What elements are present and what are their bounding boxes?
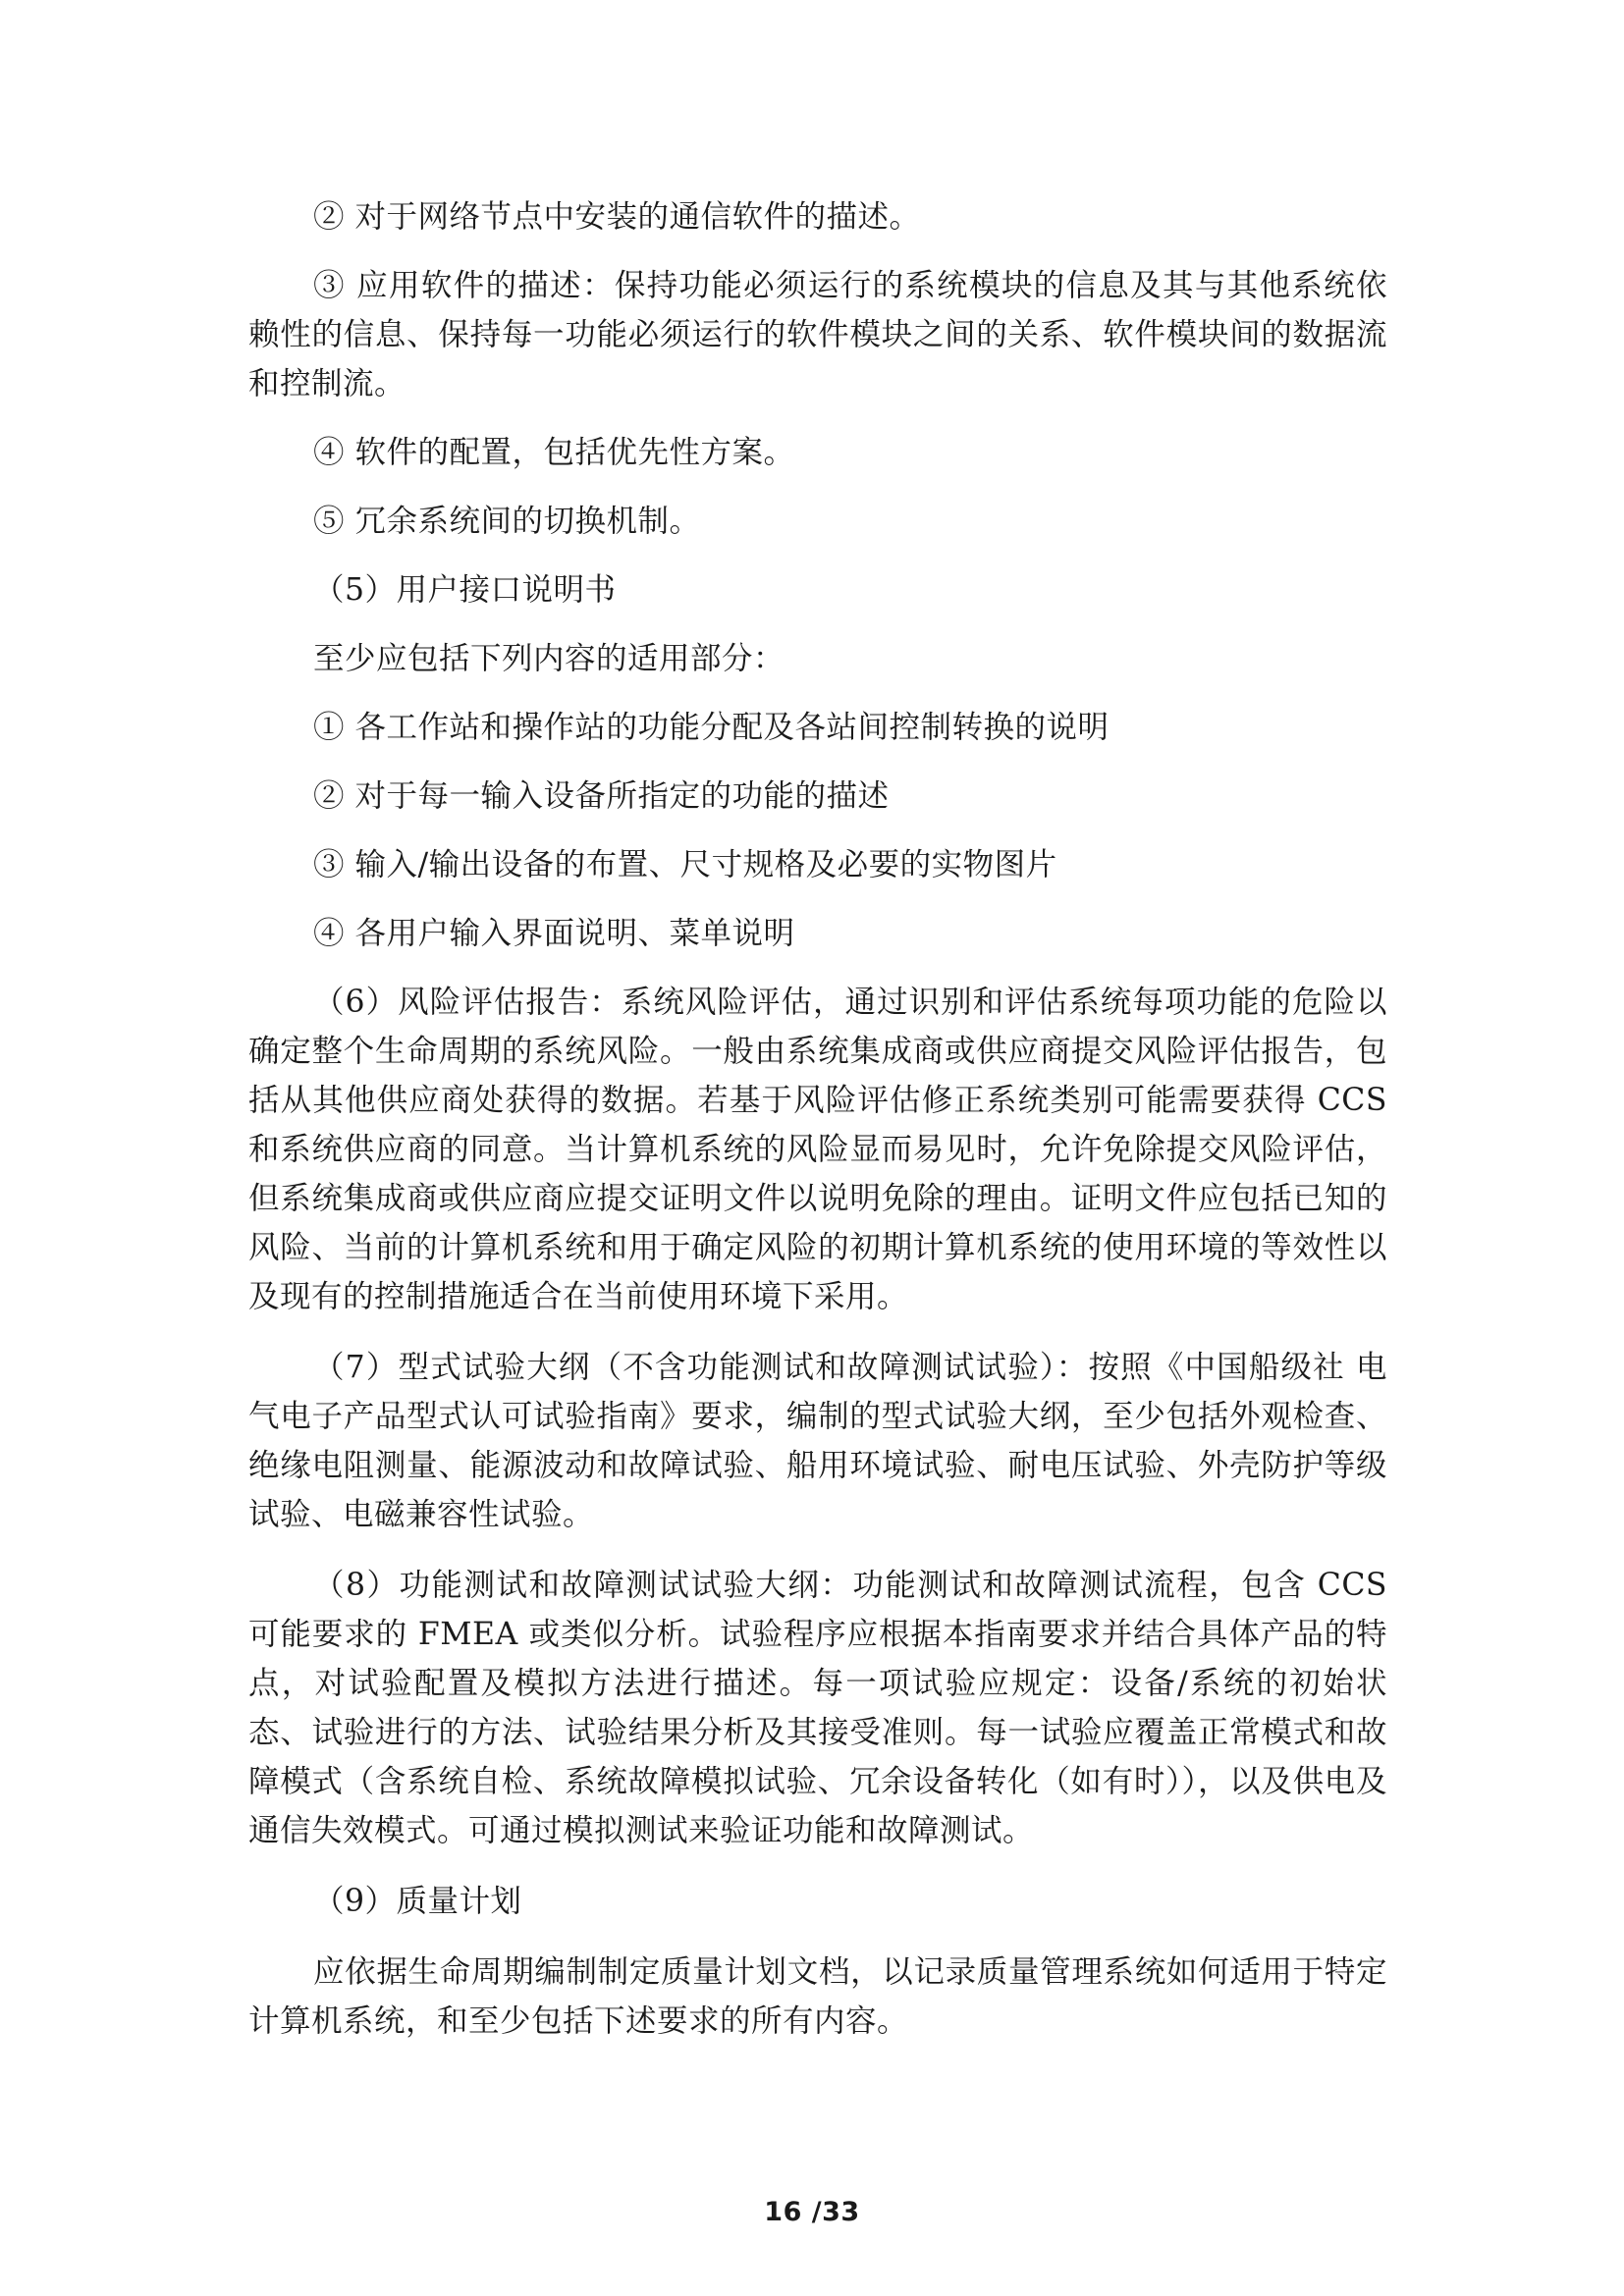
- page-number: 16 /33: [764, 2197, 860, 2227]
- paragraph: 至少应包括下列内容的适用部分：: [313, 641, 785, 676]
- paragraph: （7）型式试验大纲（不含功能测试和故障测试试验）：按照《中国船级社 电气电子产品型式认可试验指南》要求，编制的型式试验大纲，至少包括外观检查、绝缘电阻测量、能源波动和故障试验、船用环境试验、耐电压试验、外壳防护等级试验、电磁兼容性试验。: [248, 1350, 1387, 1532]
- list-item: ③ 应用软件的描述：保持功能必须运行的系统模块的信息及其与其他系统依赖性的信息、保持每一功能必须运行的软件模块之间的关系、软件模块间的数据流和控制流。: [248, 268, 1387, 401]
- paragraph: 应依据生命周期编制制定质量计划文档，以记录质量管理系统如何适用于特定计算机系统，和至少包括下述要求的所有内容。: [248, 1954, 1387, 2039]
- list-item: ⑤ 冗余系统间的切换机制。: [313, 504, 701, 539]
- list-item: ④ 软件的配置，包括优先性方案。: [313, 435, 795, 470]
- list-item: ① 各工作站和操作站的功能分配及各站间控制转换的说明: [313, 710, 1110, 745]
- list-item: ② 对于每一输入设备所指定的功能的描述: [313, 778, 890, 814]
- page-body: [248, 192, 1387, 2046]
- section-heading: （5）用户接口说明书: [313, 572, 617, 608]
- paragraph: （6）风险评估报告：系统风险评估，通过识别和评估系统每项功能的危险以确定整个生命周期的系统风险。一般由系统集成商或供应商提交风险评估报告，包括从其他供应商处获得的数据。若基于风险评估修正系统类别可能需要获得 CCS 和系统供应商的同意。当计算机系统的风险显而易见时，允许免除提交风险评估，但系统集成商或供应商应提交证明文件以说明免除的理由。证明文件应包括已知的风险、当前的计算机系统和用于确定风险的初期计算机系统的使用环境的等效性以及现有的控制措施适合在当前使用环境下采用。: [248, 985, 1387, 1314]
- list-item: ④ 各用户输入界面说明、菜单说明: [313, 916, 795, 951]
- list-item: ③ 输入/输出设备的布置、尺寸规格及必要的实物图片: [313, 847, 1057, 882]
- paragraph: （8）功能测试和故障测试试验大纲：功能测试和故障测试流程，包含 CCS 可能要求的 FMEA 或类似分析。试验程序应根据本指南要求并结合具体产品的特点，对试验配置及模拟方法进行描述。每一项试验应规定：设备/系统的初始状态、试验进行的方法、试验结果分析及其接受准则。每一试验应覆盖正常模式和故障模式（含系统自检、系统故障模拟试验、冗余设备转化（如有时）），以及供电及通信失效模式。可通过模拟测试来验证功能和故障测试。: [248, 1568, 1387, 1848]
- section-heading: （9）质量计划: [313, 1884, 522, 1919]
- list-item: ② 对于网络节点中安装的通信软件的描述。: [313, 199, 921, 235]
